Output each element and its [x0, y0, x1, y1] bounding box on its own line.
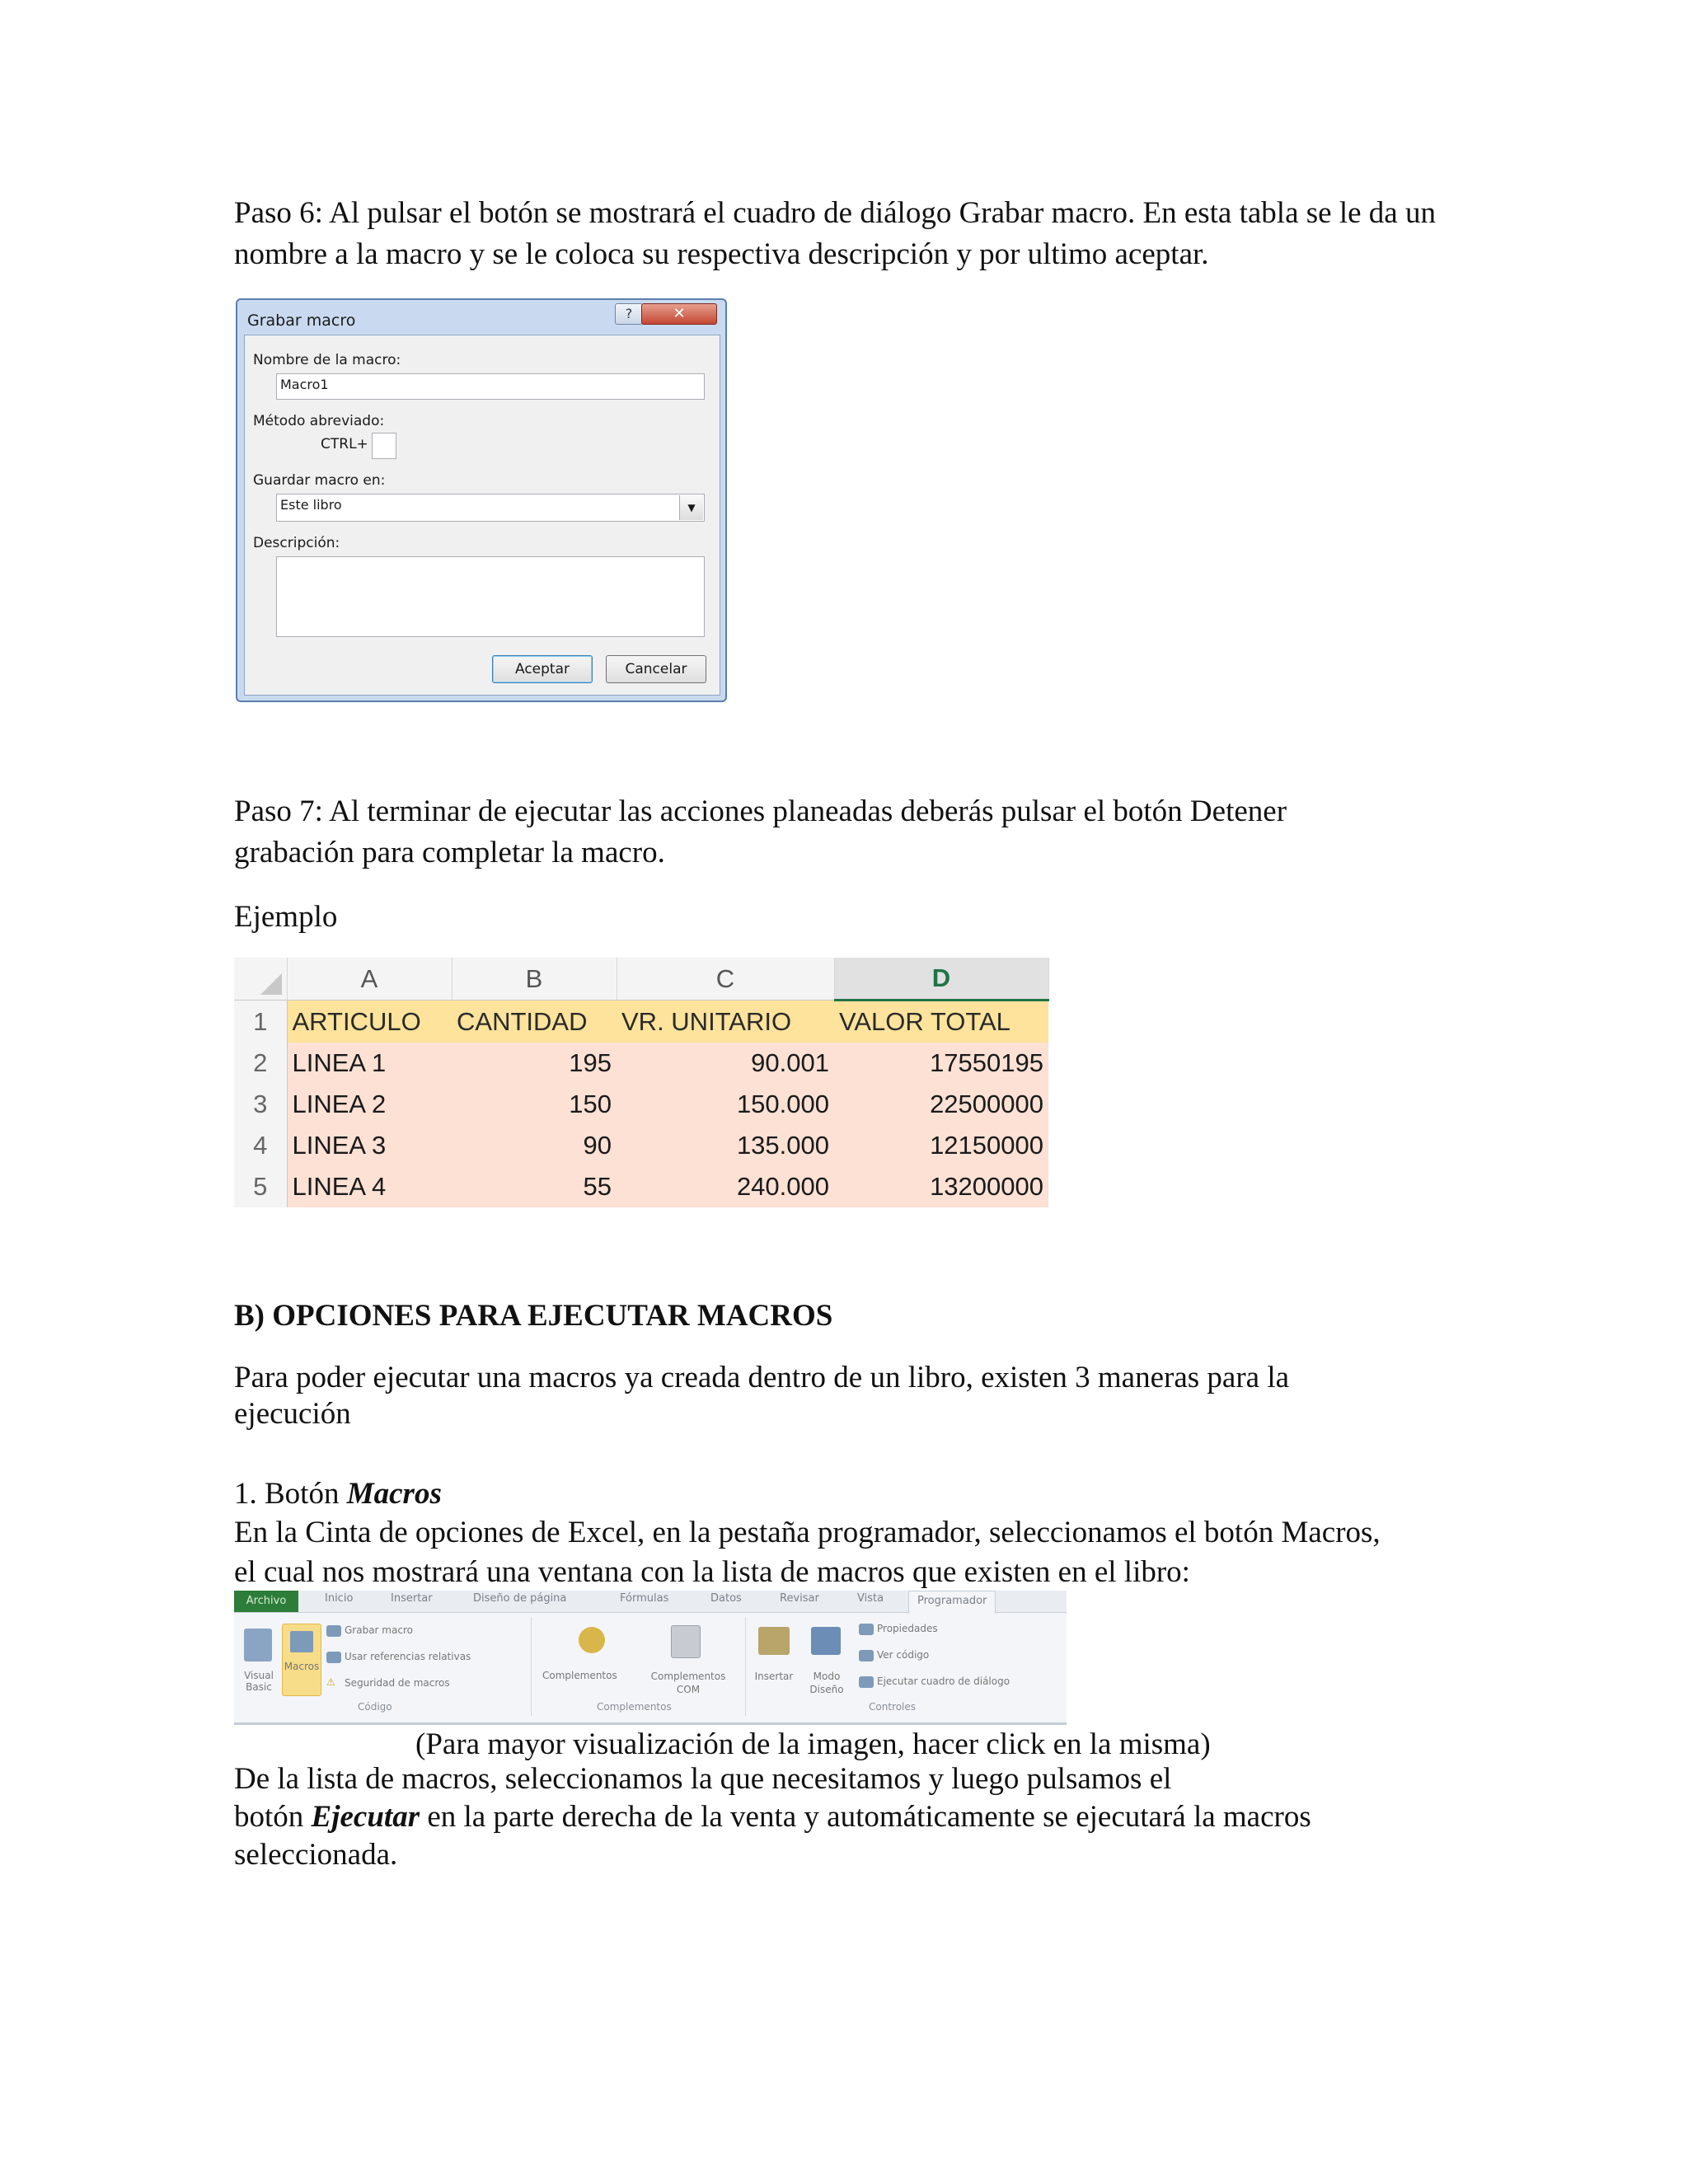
step7-paragraph: Paso 7: Al terminar de ejecutar las acciones planeadas deberás pulsar el botón Detener grabación para completar la macro. [234, 794, 1287, 869]
relative-references-button[interactable]: Usar referencias relativas [345, 1651, 471, 1662]
properties-icon [859, 1624, 874, 1635]
tab-developer[interactable]: Programador [908, 1591, 996, 1614]
table-cell[interactable]: LINEA 3 [287, 1125, 452, 1166]
visual-basic-label[interactable]: Visual Basic [244, 1670, 274, 1693]
dialog-title: Grabar macro [247, 312, 356, 330]
example-spreadsheet [234, 958, 1048, 1205]
group-separator [745, 1617, 746, 1716]
column-header[interactable]: A [287, 958, 452, 1001]
intro-paragraph: Para poder ejecutar una macros ya creada dentro de un libro, existen 3 maneras para la ejecución [234, 1361, 1290, 1431]
run-button-name: Ejecutar [311, 1800, 420, 1834]
group-addins-label: Complementos [597, 1701, 672, 1713]
column-header-row [234, 958, 1048, 1001]
table-cell[interactable]: VALOR TOTAL [834, 1001, 1048, 1043]
table-row [234, 1084, 1048, 1125]
table-cell[interactable]: 240.000 [617, 1166, 834, 1207]
table-row [234, 1125, 1048, 1166]
view-code-button[interactable]: Ver código [877, 1649, 930, 1661]
table-cell[interactable]: 17550195 [834, 1043, 1048, 1084]
column-header[interactable]: C [617, 958, 834, 1001]
chevron-down-icon[interactable]: ▼ [679, 495, 703, 520]
design-mode-icon[interactable] [811, 1627, 841, 1655]
com-addins-icon[interactable] [671, 1625, 701, 1658]
view-code-icon [859, 1650, 874, 1661]
table-cell[interactable]: 150.000 [617, 1084, 834, 1125]
table-cell[interactable]: LINEA 2 [287, 1084, 452, 1125]
close-button[interactable]: ✕ [641, 303, 717, 325]
table-cell[interactable]: LINEA 1 [287, 1043, 452, 1084]
table-cell[interactable]: 150 [452, 1084, 617, 1125]
table-cell[interactable]: 90.001 [617, 1043, 834, 1084]
tab-review[interactable]: Revisar [780, 1592, 819, 1605]
run-dialog-button[interactable]: Ejecutar cuadro de diálogo [877, 1675, 1010, 1687]
column-header-selected[interactable]: D [834, 958, 1048, 1001]
store-in-value: Este libro [280, 497, 342, 513]
cancel-button[interactable]: Cancelar [606, 655, 706, 683]
option1-name: Macros [346, 1477, 442, 1511]
table-row [234, 1001, 1048, 1043]
example-label: Ejemplo [234, 900, 338, 934]
macros-label: Macros [284, 1661, 320, 1672]
properties-button[interactable]: Propiedades [877, 1623, 938, 1634]
tab-home[interactable]: Inicio [325, 1592, 354, 1605]
group-controls-label: Controles [869, 1701, 917, 1713]
com-addins-button[interactable]: Complementos COM [650, 1671, 726, 1695]
table-row [234, 1166, 1048, 1207]
description-textarea[interactable] [276, 556, 705, 637]
tab-formulas[interactable]: Fórmulas [620, 1592, 669, 1605]
row-number[interactable]: 3 [234, 1084, 287, 1125]
table-cell[interactable]: VR. UNITARIO [617, 1001, 834, 1043]
after-paragraph [234, 1798, 1437, 1874]
macro-name-label: Nombre de la macro: [253, 352, 401, 368]
table-cell[interactable]: 22500000 [834, 1084, 1048, 1125]
record-macro-button[interactable]: Grabar macro [345, 1624, 413, 1636]
tab-file[interactable]: Archivo [234, 1591, 298, 1612]
section-title: B) OPCIONES PARA EJECUTAR MACROS [234, 1299, 833, 1333]
option1-heading [234, 1475, 1454, 1513]
relative-references-icon [326, 1652, 341, 1663]
tab-data[interactable]: Datos [710, 1592, 742, 1605]
addins-icon[interactable] [579, 1627, 605, 1653]
table-cell[interactable]: 55 [452, 1166, 617, 1207]
developer-ribbon [234, 1591, 1067, 1725]
macros-button[interactable] [282, 1624, 321, 1696]
row-number[interactable]: 5 [234, 1166, 287, 1207]
image-caption: (Para mayor visualización de la imagen, hacer click en la misma) [415, 1727, 1211, 1761]
table-cell[interactable]: 135.000 [617, 1125, 834, 1166]
accept-button[interactable]: Aceptar [492, 655, 593, 683]
shortcut-key-input[interactable] [372, 433, 396, 459]
table-cell[interactable]: CANTIDAD [452, 1001, 617, 1043]
group-separator [531, 1617, 532, 1716]
help-button[interactable]: ? [615, 303, 643, 325]
after-line1: De la lista de macros, seleccionamos la que necesitamos y luego pulsamos el [234, 1762, 1172, 1796]
store-in-label: Guardar macro en: [253, 472, 386, 489]
description-label: Descripción: [253, 535, 340, 551]
ribbon-tabs [234, 1591, 1067, 1613]
shortcut-label: Método abreviado: [253, 413, 385, 429]
record-macro-icon [326, 1625, 341, 1637]
tab-view[interactable]: Vista [857, 1592, 884, 1605]
macro-security-button[interactable]: Seguridad de macros [345, 1677, 450, 1689]
column-header[interactable]: B [452, 958, 617, 1001]
after-rest: en la parte derecha de la venta y automáticamente se ejecutará la macros seleccionada. [234, 1800, 1311, 1872]
visual-basic-icon[interactable] [244, 1629, 272, 1661]
table-cell[interactable]: 13200000 [834, 1166, 1048, 1207]
table-cell[interactable]: LINEA 4 [287, 1166, 452, 1207]
insert-controls-button[interactable]: Insertar [754, 1671, 794, 1682]
row-number[interactable]: 4 [234, 1125, 287, 1166]
tab-page-layout[interactable]: Diseño de página [473, 1592, 567, 1605]
addins-button[interactable]: Complementos [542, 1670, 617, 1681]
option1-prefix: 1. Botón [234, 1477, 347, 1511]
ctrl-prefix: CTRL+ [321, 436, 368, 452]
after-prefix: botón [234, 1800, 312, 1834]
row-number[interactable]: 2 [234, 1043, 287, 1084]
macro-name-input[interactable]: Macro1 [276, 373, 705, 400]
run-dialog-icon [859, 1676, 874, 1688]
tab-insert[interactable]: Insertar [391, 1592, 433, 1605]
warning-icon: ⚠ [326, 1676, 335, 1688]
select-all-corner[interactable] [234, 958, 287, 1001]
step6-paragraph: Paso 6: Al pulsar el botón se mostrará el cuadro de diálogo Grabar macro. En esta tabla se le da un nombre a la macro y se le coloca su respectiva descripción y por ultimo aceptar. [234, 196, 1436, 271]
row-number[interactable]: 1 [234, 1001, 287, 1043]
design-mode-button[interactable]: Modo Diseño [809, 1671, 844, 1695]
record-macro-dialog [236, 298, 727, 702]
table-row [234, 1043, 1048, 1084]
dialog-body [244, 335, 720, 696]
group-code-label: Código [358, 1701, 392, 1713]
option1-paragraph: En la Cinta de opciones de Excel, en la pestaña programador, seleccionamos el botón Macros, el cual nos mostrará una ventana con la lista de macros que existen en el libro: [234, 1516, 1381, 1589]
macros-icon [290, 1631, 313, 1652]
store-in-select[interactable] [276, 494, 705, 522]
table-cell[interactable]: 195 [452, 1043, 617, 1084]
table-cell[interactable]: 12150000 [834, 1125, 1048, 1166]
table-cell[interactable]: 90 [452, 1125, 617, 1166]
table-cell[interactable]: ARTICULO [287, 1001, 452, 1043]
insert-controls-icon[interactable] [758, 1627, 790, 1655]
